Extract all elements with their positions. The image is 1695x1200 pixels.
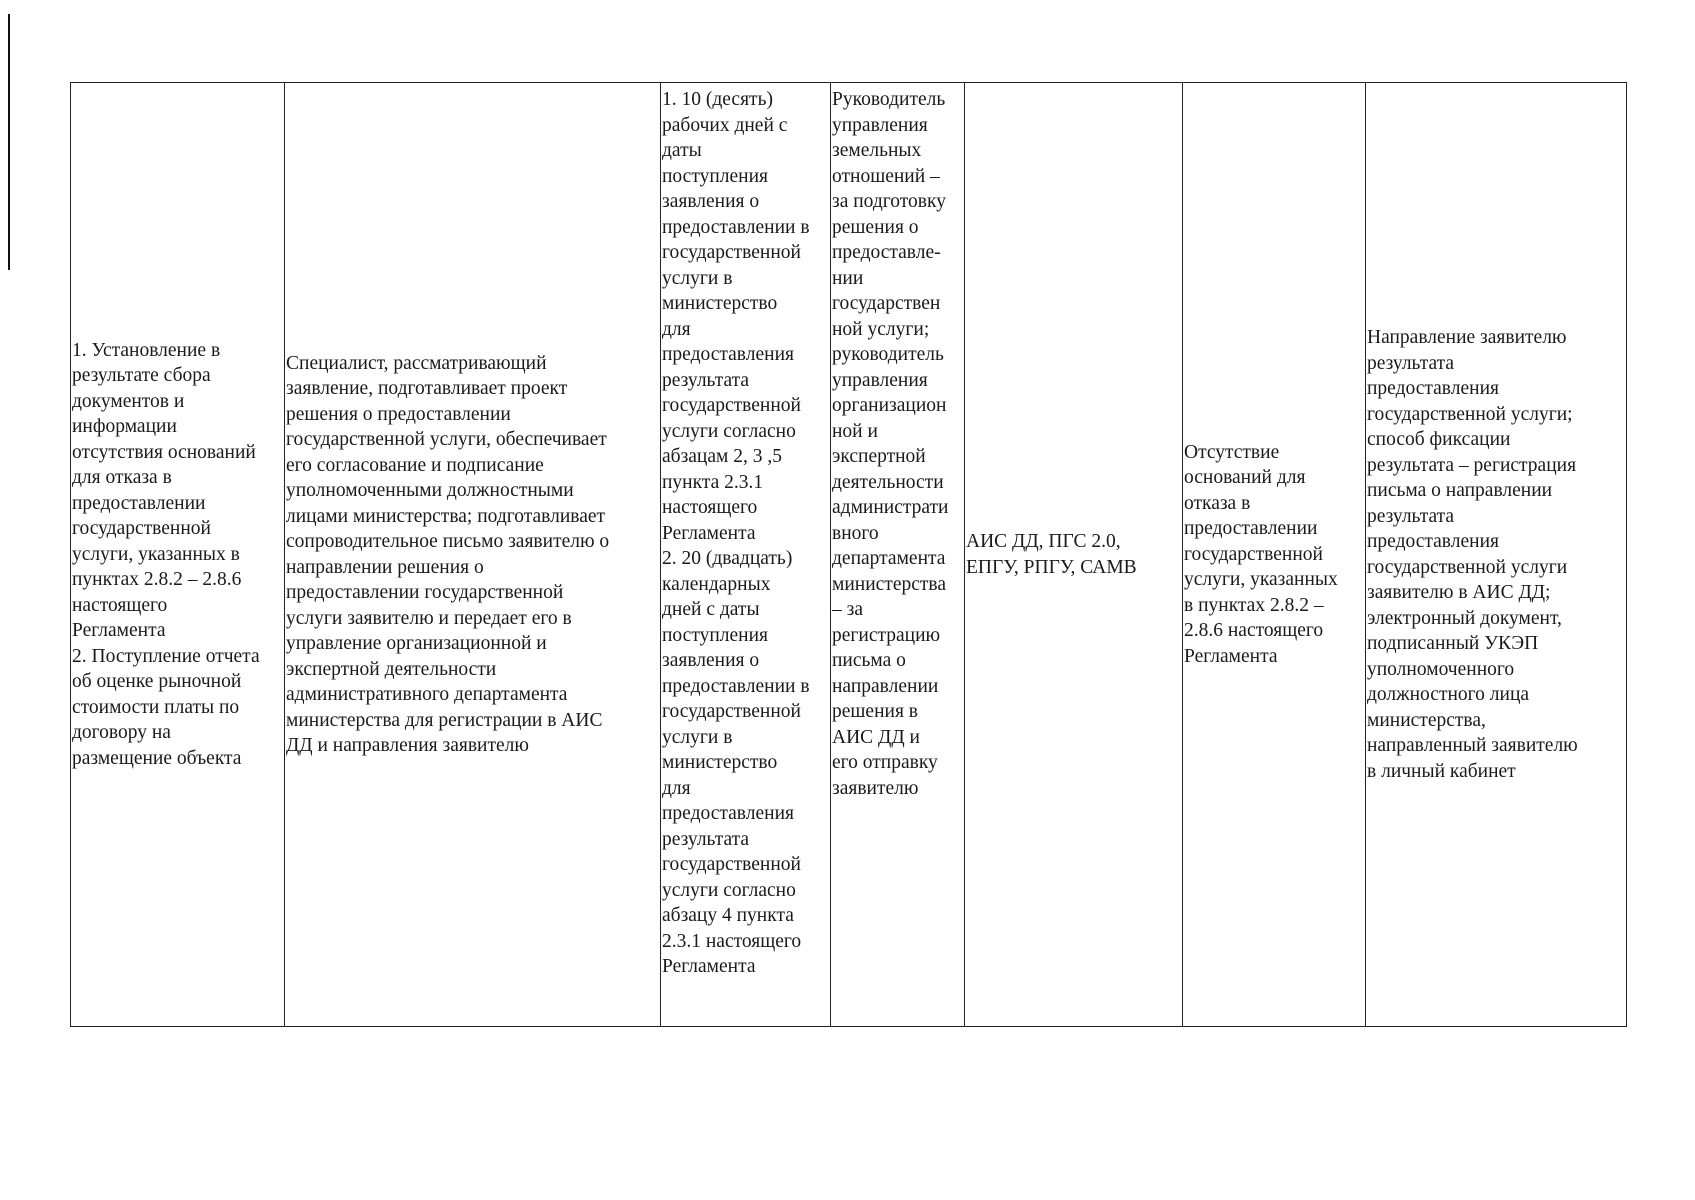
procedure-table (70, 82, 1627, 1027)
cell-result: Направление заявителю результата предоставления государственной услуги; способ фиксации результата – регистрация письма о направлении результата предоставления государственной услуги заявителю в АИС ДД; электронный документ, подписанный УКЭП уполномоченного должностного лица министерства, направленный заявителю в личный кабинет (1366, 83, 1627, 1027)
cell-criteria: Отсутствие оснований для отказа в предоставлении государственной услуги, указанных в пунктах 2.8.2 – 2.8.6 настоящего Регламента (1183, 83, 1366, 1027)
cell-systems: АИС ДД, ПГС 2.0, ЕПГУ, РПГУ, САМВ (965, 83, 1183, 1027)
table-row (71, 83, 1627, 1027)
cell-deadline: 1. 10 (десять) рабочих дней с даты поступления заявления о предоставлении в государственной услуги в министерство для предоставления результата государственной услуги согласно абзацам 2, 3 ,5 пункта 2.3.1 настоящего Регламента 2. 20 (двадцать) календарных дней с даты поступления заявления о предоставлении в государственной услуги в министерство для предоставления результата государственной услуги согласно абзацу 4 пункта 2.3.1 настоящего Регламента (661, 83, 831, 1027)
scan-margin-line (8, 14, 10, 270)
cell-action: Специалист, рассматривающий заявление, подготавливает проект решения о предоставлении государственной услуги, обеспечивает его согласование и подписание уполномоченными должностными лицами министерства; подготавливает сопроводительное письмо заявителю о направлении решения о предоставлении государственной услуги заявителю и передает его в управление организационной и экспертной деятельности административного департамента министерства для регистрации в АИС ДД и направления заявителю (285, 83, 661, 1027)
cell-condition: 1. Установление в результате сбора документов и информации отсутствия оснований для отказа в предоставлении государственной услуги, указанных в пунктах 2.8.2 – 2.8.6 настоящего Регламента 2. Поступление отчета об оценке рыночной стоимости платы по договору на размещение объекта (71, 83, 285, 1027)
cell-responsible: Руководитель управления земельных отношений – за подготовку решения о предоставле- нии государствен ной услуги; руководитель управления организацион ной и экспертной деятельности администрати вного департамента министерства – за регистрацию письма о направлении решения в АИС ДД и его отправку заявителю (831, 83, 965, 1027)
